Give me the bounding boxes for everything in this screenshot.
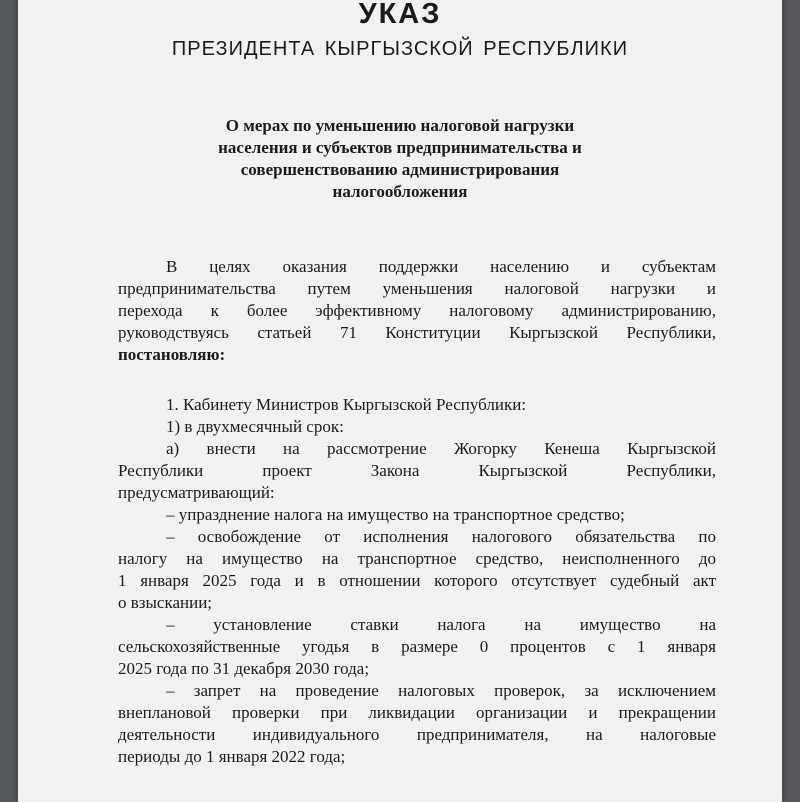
bullet-2-line: о взыскании; — [118, 593, 213, 612]
preamble-line: В целях оказания поддержки населению и субъектам — [166, 257, 716, 276]
item-1-1a-line: а) внести на рассмотрение Жогорку Кенеша Кыргызской — [166, 439, 716, 458]
preamble-line: перехода к более эффективному налоговому администрированию, — [118, 301, 716, 320]
item-1 — [118, 394, 716, 768]
bullet-4-line: деятельности индивидуального предпринимателя, на налоговые — [118, 725, 716, 744]
bullet-3-line: 2025 года по 31 декабря 2030 года; — [118, 659, 370, 678]
bullet-2-line: – освобождение от исполнения налогового обязательства по — [166, 527, 716, 546]
item-1-1a-line: Республики проект Закона Кыргызской Республики, — [118, 461, 716, 480]
preamble — [118, 256, 716, 366]
bullet-3-line: – установление ставки налога на имущество на — [166, 615, 716, 634]
heading-line: налогообложения — [332, 182, 468, 201]
heading-line: О мерах по уменьшению налоговой нагрузки — [225, 116, 575, 135]
bullet-1: – упразднение налога на имущество на транспортное средство; — [166, 505, 625, 524]
bullet-4-line: – запрет на проведение налоговых проверок, за исключением — [166, 681, 716, 700]
document-subtitle: ПРЕЗИДЕНТА КЫРГЫЗСКОЙ РЕСПУБЛИКИ — [171, 38, 629, 60]
heading-line: совершенствованию администрирования — [240, 160, 560, 179]
decree-word: постановляю: — [118, 345, 226, 364]
heading-line: населения и субъектов предпринимательства и — [218, 138, 582, 157]
bullet-2-line: 1 января 2025 года и в отношении которого отсутствует судебный акт — [118, 571, 716, 590]
preamble-line: предпринимательства путем уменьшения налоговой нагрузки и — [118, 279, 716, 298]
document-title: УКАЗ — [358, 0, 442, 30]
bullet-4-line: внеплановой проверки при ликвидации организации и прекращении — [118, 703, 716, 722]
decree-heading — [18, 115, 782, 203]
item-1-text: 1. Кабинету Министров Кыргызской Республики: — [166, 395, 527, 414]
preamble-line: руководствуясь статьей 71 Конституции Кыргызской Республики, — [118, 323, 716, 342]
document-page — [18, 0, 782, 802]
bullet-4-line: периоды до 1 января 2022 года; — [118, 747, 346, 766]
item-1-1a-line: предусматривающий: — [118, 483, 275, 502]
item-1-1-text: 1) в двухмесячный срок: — [166, 417, 344, 436]
bullet-3-line: сельскохозяйственные угодья в размере 0 процентов с 1 января — [118, 637, 716, 656]
bullet-2-line: налогу на имущество на транспортное средство, неисполненного до — [118, 549, 716, 568]
